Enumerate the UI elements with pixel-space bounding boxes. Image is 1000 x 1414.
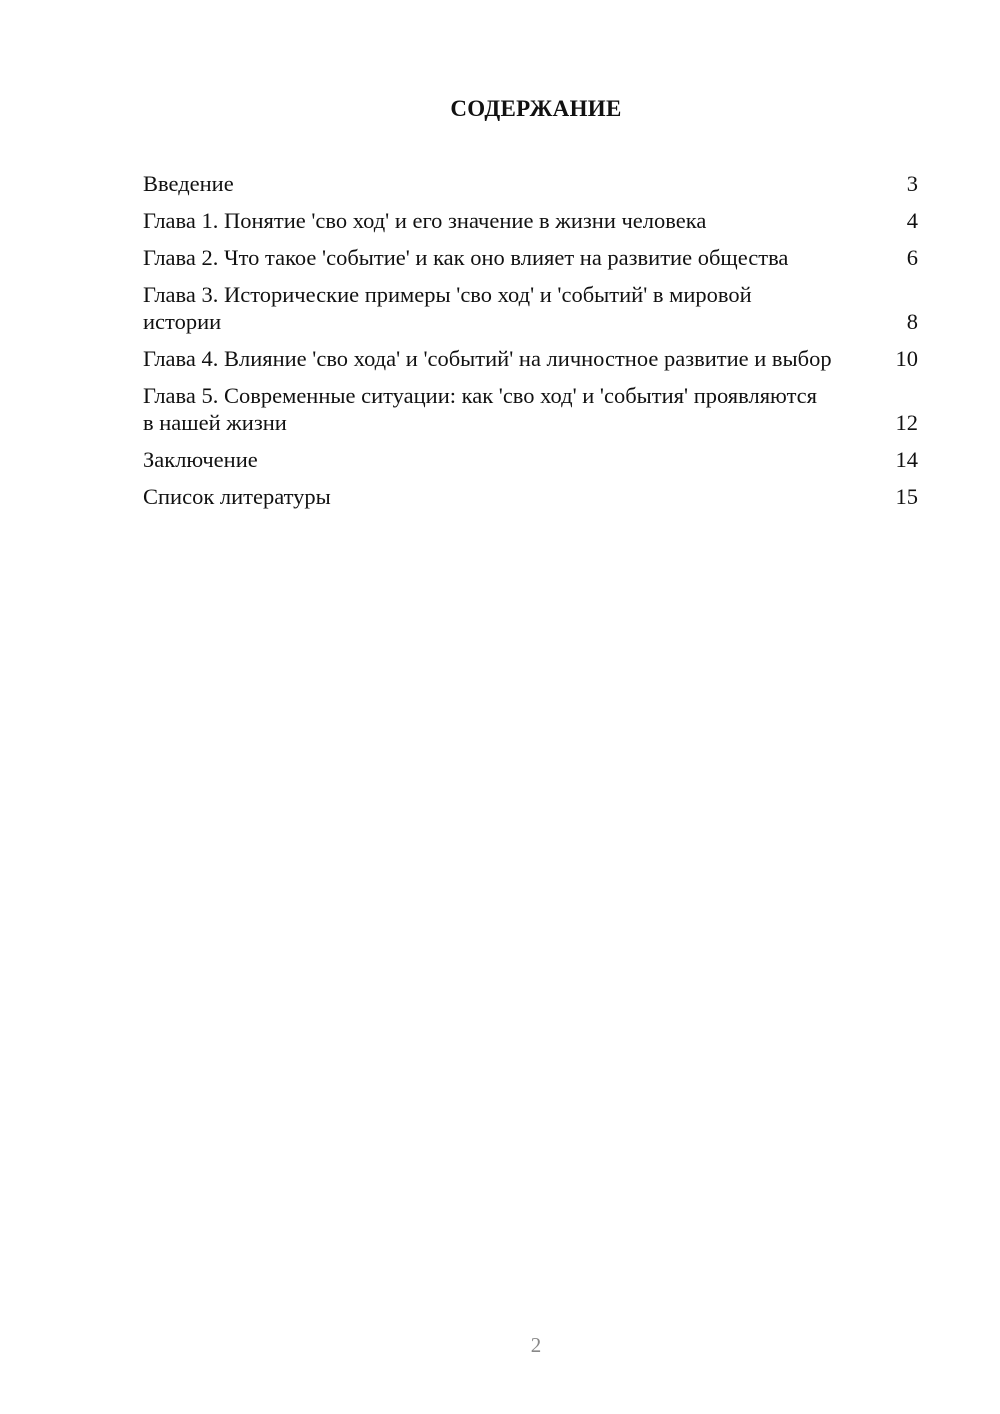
table-of-contents xyxy=(143,170,918,520)
toc-entry xyxy=(143,345,918,372)
toc-entry xyxy=(143,170,918,197)
toc-entry-page: 14 xyxy=(895,447,918,472)
toc-entry-page: 4 xyxy=(906,208,918,233)
toc-entry xyxy=(143,382,918,436)
toc-entry-page: 3 xyxy=(906,171,918,196)
toc-entry xyxy=(143,281,918,335)
toc-entry-label: Глава 1. Понятие 'сво ход' и его значение в жизни человека xyxy=(143,208,707,233)
toc-entry-page: 12 xyxy=(895,410,918,435)
toc-entry xyxy=(143,446,918,473)
toc-entry-label: Глава 4. Влияние 'сво хода' и 'событий' на личностное развитие и выбор xyxy=(143,346,832,371)
toc-entry xyxy=(143,244,918,271)
toc-entry-page: 10 xyxy=(895,346,918,371)
toc-entry-page: 15 xyxy=(895,484,918,509)
toc-entry xyxy=(143,483,918,510)
toc-entry xyxy=(143,207,918,234)
toc-entry-label: Глава 2. Что такое 'событие' и как оно влияет на развитие общества xyxy=(143,245,789,270)
toc-entry-page: 8 xyxy=(906,309,918,334)
toc-entry-label: Глава 5. Современные ситуации: как 'сво ход' и 'события' проявляются в нашей жизни xyxy=(143,383,818,435)
page-number: 2 xyxy=(530,1333,542,1357)
toc-entry-page: 6 xyxy=(906,245,918,270)
toc-entry-label: Заключение xyxy=(143,447,258,472)
toc-entry-label: Введение xyxy=(143,171,234,196)
page-title: СОДЕРЖАНИЕ xyxy=(450,96,622,121)
toc-entry-label: Список литературы xyxy=(143,484,331,509)
toc-entry-label: Глава 3. Исторические примеры 'сво ход' и 'событий' в мировой истории xyxy=(143,282,752,334)
